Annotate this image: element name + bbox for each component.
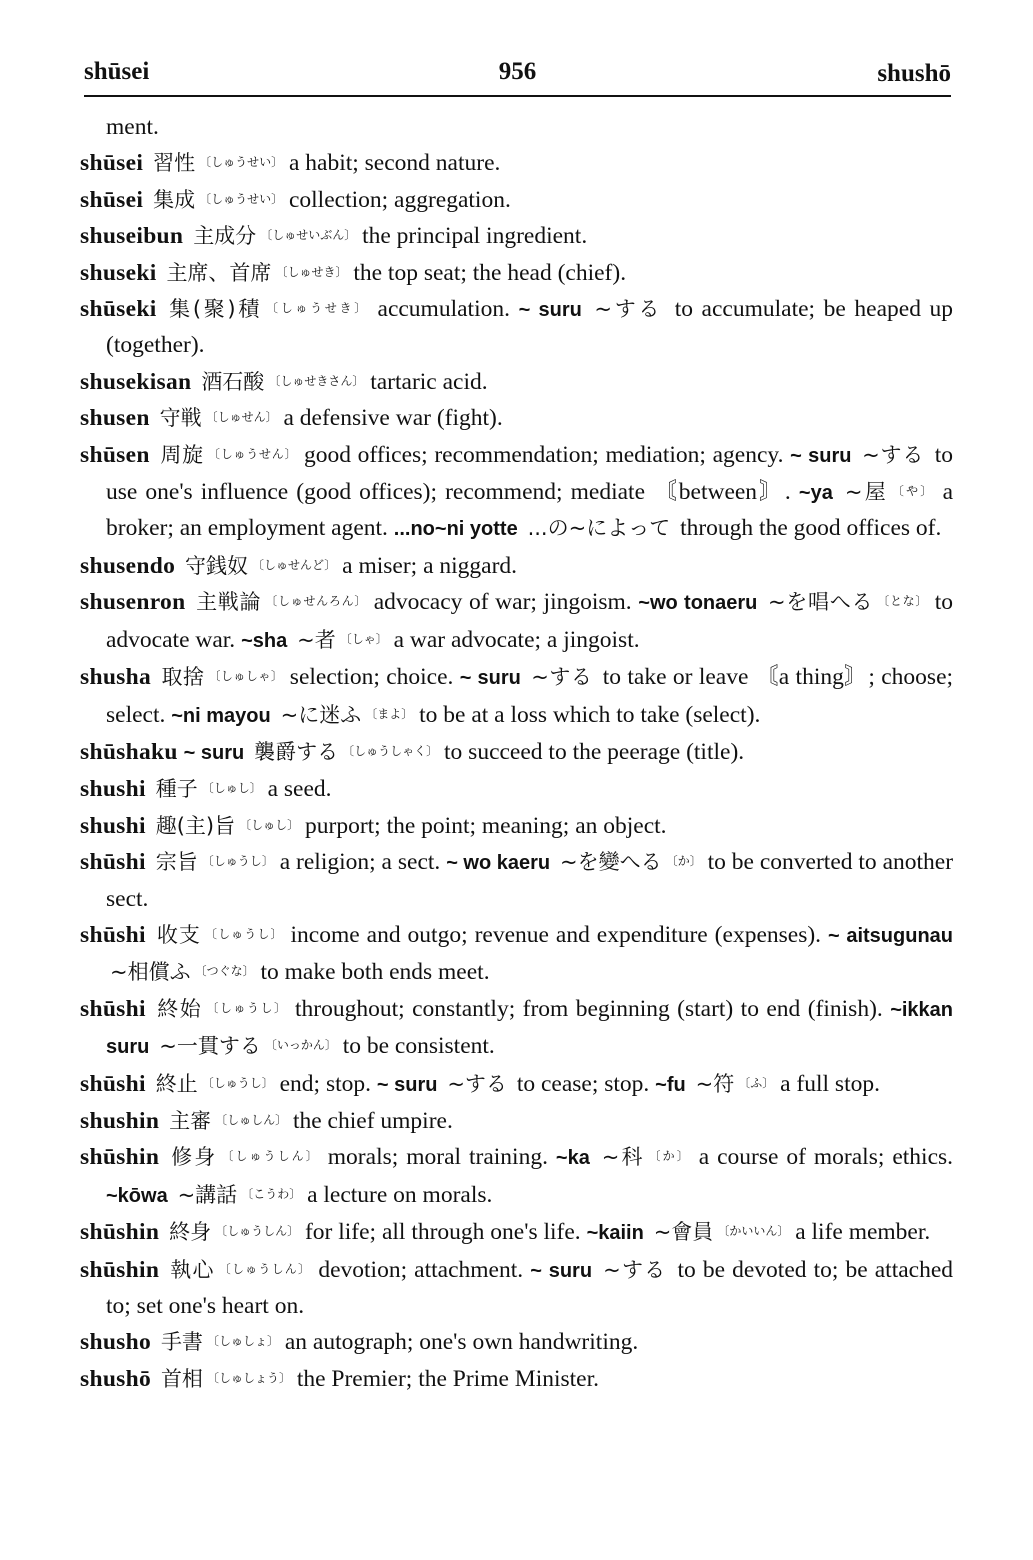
entry-headword: shūshi [80, 1070, 146, 1097]
entry-headword: shūsei [80, 186, 144, 213]
entry-definition: to be consistent. [342, 1033, 495, 1060]
entry-kanji: 種子 [155, 777, 198, 802]
header-first-word: shūsei [84, 58, 150, 85]
entry-romaji-phrase: ~sha [241, 629, 288, 652]
entry-kanji-phrase: ~する [862, 442, 925, 467]
furigana-reading: 〔しゅうし〕 [206, 1000, 288, 1015]
entry-romaji-phrase: ...no~ni yotte [393, 518, 518, 541]
entry-kanji: 執心 [170, 1257, 215, 1282]
entry-definition: end; stop. [279, 1070, 371, 1097]
entry-kanji-phrase: ~する [594, 297, 663, 322]
entry-kanji: 宗旨 [155, 850, 198, 875]
dictionary-entry [80, 1214, 953, 1251]
dictionary-entry [80, 218, 953, 254]
furigana-reading: 〔しゅうせき〕 [266, 301, 369, 316]
entry-list [80, 110, 953, 1397]
entry-definition: advocacy of war; jingoism. [373, 589, 632, 616]
entry-definition: good offices; recommendation; mediation; agency. [304, 441, 784, 468]
furigana-reading: 〔こうわ〕 [241, 1186, 302, 1201]
entry-definition: to cease; stop. [516, 1070, 650, 1097]
furigana-reading: 〔いっかん〕 [264, 1038, 337, 1053]
dictionary-entry [80, 844, 953, 917]
entry-definition: a war advocate; a jingoist. [393, 626, 640, 653]
entry-definition: a seed. [267, 776, 332, 803]
entry-headword: shūshaku [80, 738, 178, 765]
entry-kanji: 集成 [153, 187, 196, 212]
furigana-reading: 〔しゅうし〕 [201, 854, 274, 869]
entry-definition: the chief umpire. [292, 1107, 453, 1134]
furigana-reading: 〔しゅうしん〕 [221, 1149, 320, 1164]
entry-romaji-phrase: ~ suru [790, 444, 852, 467]
entry-kanji-phrase: ~する [603, 1257, 667, 1282]
dictionary-entry [80, 1324, 953, 1360]
entry-kanji: 終身 [169, 1220, 212, 1245]
entry-headword: shushin [80, 1107, 160, 1134]
entry-kanji: 取捨 [161, 665, 205, 690]
entry-romaji-phrase: ~ya [798, 482, 833, 505]
dictionary-entry [80, 1103, 953, 1139]
entry-kanji-phrase: ~符 [695, 1071, 735, 1096]
dictionary-entry [80, 182, 953, 218]
entry-kanji-phrase: ~一貫する [159, 1034, 261, 1059]
dictionary-entry [80, 808, 953, 844]
entry-definition: collection; aggregation. [288, 186, 511, 213]
entry-definition: selection; choice. [289, 664, 454, 691]
furigana-reading: 〔しゅうしゃく〕 [342, 743, 439, 758]
entry-headword: shūsei [80, 150, 144, 177]
entry-headword: shūshi [80, 995, 146, 1022]
entry-headword: shūseki [80, 296, 157, 323]
entry-headword: shuseki [80, 259, 157, 286]
entry-romaji-phrase: ~kaiin [586, 1222, 644, 1245]
entry-kanji: 收支 [156, 922, 201, 947]
entry-headword: shūshi [80, 849, 146, 876]
entry-kanji: 手書 [160, 1330, 203, 1355]
entry-headword: shushi [80, 812, 146, 839]
entry-kanji: 主審 [169, 1108, 212, 1133]
entry-definition: the Premier; the Prime Minister. [296, 1365, 600, 1392]
dictionary-entry [80, 548, 953, 584]
dictionary-entry [80, 1066, 953, 1103]
entry-definition: income and outgo; revenue and expenditure (expenses). [290, 921, 822, 948]
entry-definition: a defensive war (fight). [283, 405, 503, 432]
furigana-reading: 〔しゅせきさん〕 [268, 373, 365, 388]
dictionary-entry [80, 400, 953, 436]
dictionary-entry [80, 917, 953, 991]
furigana-reading: 〔しゅしゃ〕 [208, 669, 284, 684]
entry-definition: a religion; a sect. [279, 849, 441, 876]
furigana-reading: 〔しゅせんど〕 [252, 557, 337, 572]
dictionary-entry [80, 291, 953, 364]
entry-kanji-phrase: ~相償ふ [110, 960, 191, 985]
furigana-reading: 〔か〕 [648, 1149, 691, 1164]
furigana-reading: 〔や〕 [891, 484, 935, 499]
entry-kanji: 習性 [153, 151, 196, 176]
entry-romaji-phrase: ~ suru [459, 667, 521, 690]
entry-kanji-phrase: ~する [447, 1071, 507, 1096]
entry-romaji-phrase: ~ suru [183, 741, 245, 764]
entry-romaji-phrase: ~ suru [376, 1073, 438, 1096]
furigana-reading: 〔しゅし〕 [239, 817, 300, 832]
entry-kanji: 守銭奴 [185, 553, 249, 578]
entry-definition: to take or leave 〘a thing〙; choose; select. [106, 664, 954, 728]
entry-definition: throughout; constantly; from beginning (start) to end (finish). [295, 995, 883, 1022]
entry-definition: to succeed to the peerage (title). [444, 738, 745, 765]
entry-headword: shusekisan [80, 368, 192, 395]
entry-kanji: 主成分 [193, 224, 257, 249]
dictionary-entry [80, 437, 953, 548]
entry-kanji: 終始 [157, 996, 203, 1021]
entry-romaji-phrase: ~ni mayou [171, 704, 271, 727]
furigana-reading: 〔しゅうしん〕 [218, 1261, 312, 1276]
entry-kanji-phrase: ~會員 [653, 1220, 714, 1245]
furigana-reading: 〔しゅしょう〕 [206, 1370, 291, 1385]
dictionary-entry [80, 364, 953, 400]
entry-headword: shushi [80, 776, 146, 803]
entry-romaji-phrase: ~kōwa [106, 1184, 168, 1207]
furigana-reading: 〔しゅせん〕 [205, 410, 278, 425]
entry-headword: shusen [80, 405, 150, 432]
dictionary-entry [80, 1252, 953, 1325]
entry-headword: shushō [80, 1365, 152, 1392]
entry-kanji-phrase: ~者 [297, 627, 336, 652]
entry-headword: shusendo [80, 552, 176, 579]
entry-romaji-phrase: ~ suru [530, 1259, 593, 1282]
furigana-reading: 〔しゅせき〕 [275, 264, 348, 279]
entry-definition: for life; all through one's life. [304, 1219, 581, 1246]
dictionary-entry [80, 991, 953, 1066]
entry-definition: a habit; second nature. [288, 150, 501, 177]
entry-headword: shuseibun [80, 223, 184, 250]
entry-definition: to be converted to another sect. [106, 849, 954, 912]
entry-definition: purport; the point; meaning; an object. [305, 812, 667, 839]
entry-definition: to make both ends meet. [260, 959, 490, 986]
entry-kanji: 主席、首席 [166, 260, 272, 285]
entry-definition: through the good offices of. [680, 515, 942, 542]
entry-definition: a broker; an employment agent. [106, 479, 953, 542]
furigana-reading: 〔しゅうせい〕 [199, 191, 284, 206]
entry-romaji-phrase: ~ suru [518, 299, 582, 322]
entry-headword: shūshin [80, 1144, 160, 1171]
entry-headword: shusenron [80, 589, 186, 616]
entry-kanji: 首相 [160, 1366, 203, 1391]
dictionary-entry [80, 1139, 953, 1214]
entry-definition: to be at a loss which to take (select). [419, 701, 761, 728]
entry-kanji-phrase: ~を唱へる [767, 590, 874, 615]
entry-kanji: 修身 [171, 1145, 218, 1170]
furigana-reading: 〔しゅせいぶん〕 [260, 228, 357, 243]
entry-definition: a life member. [795, 1219, 931, 1246]
entry-kanji: 終止 [155, 1071, 198, 1096]
entry-definition: to advocate war. [106, 589, 954, 653]
entry-definition: an autograph; one's own handwriting. [284, 1329, 639, 1356]
entry-kanji: 守戦 [159, 406, 202, 431]
entry-kanji-phrase: ~する [531, 665, 593, 690]
header-rule [84, 95, 951, 97]
dictionary-entry [80, 1361, 953, 1397]
dictionary-entry [80, 145, 953, 181]
furigana-reading: 〔しゅうし〕 [205, 926, 284, 941]
furigana-reading: 〔とな〕 [877, 594, 929, 609]
entry-definition: devotion; attachment. [318, 1256, 524, 1283]
continuation-line: ment. [106, 114, 159, 140]
entry-definition: to be devoted to; be attached to; set one's heart on. [106, 1256, 954, 1319]
furigana-reading: 〔まよ〕 [365, 706, 414, 721]
entry-romaji-phrase: ~ikkan suru [106, 998, 954, 1059]
entry-kanji: 酒石酸 [201, 369, 265, 394]
entry-headword: shūshin [80, 1256, 160, 1283]
entry-definition: a lecture on morals. [307, 1181, 493, 1208]
entry-kanji: 集(聚)積 [169, 297, 263, 322]
entry-kanji-phrase: ~屋 [844, 480, 888, 505]
dictionary-entry [80, 584, 953, 659]
furigana-reading: 〔しゅうせい〕 [199, 155, 284, 170]
entry-definition: to accumulate; be heaped up (together). [106, 296, 954, 359]
entry-definition: a course of morals; ethics. [698, 1144, 954, 1171]
entry-romaji-phrase: ~wo tonaeru [638, 592, 758, 615]
entry-kanji-phrase: ~講話 [177, 1182, 238, 1207]
entry-kanji-phrase: ~を變へる [560, 850, 662, 875]
entry-definition: morals; moral training. [327, 1144, 548, 1171]
furigana-reading: 〔しゅうし〕 [201, 1075, 274, 1090]
furigana-reading: 〔しゅしょ〕 [206, 1334, 279, 1349]
entry-romaji-phrase: ~ aitsugunau [828, 924, 954, 947]
furigana-reading: 〔しゅしん〕 [215, 1112, 288, 1127]
entry-headword: shūsen [80, 441, 150, 468]
entry-kanji-phrase: ~に迷ふ [280, 702, 362, 727]
furigana-reading: 〔ふ〕 [738, 1075, 775, 1090]
entry-definition: tartaric acid. [370, 368, 488, 395]
dictionary-entry [80, 771, 953, 807]
entry-romaji-phrase: ~fu [655, 1073, 686, 1096]
entry-romaji-phrase: ~ka [555, 1147, 590, 1170]
entry-kanji-phrase: ...の~によって [527, 516, 671, 541]
furigana-reading: 〔しゅうしん〕 [215, 1224, 300, 1239]
furigana-reading: 〔しゅせんろん〕 [265, 594, 368, 609]
furigana-reading: 〔つぐな〕 [194, 964, 255, 979]
entry-definition: the principal ingredient. [362, 223, 588, 250]
entry-definition: a miser; a niggard. [342, 552, 518, 579]
header-last-word: shushō [877, 60, 951, 87]
running-header [84, 52, 951, 92]
dictionary-entry [80, 255, 953, 291]
furigana-reading: 〔しゅし〕 [201, 781, 262, 796]
furigana-reading: 〔しゅうせん〕 [207, 446, 298, 461]
entry-headword: shusha [80, 664, 152, 691]
entry-definition: the top seat; the head (chief). [353, 259, 627, 286]
entry-kanji: 趣(主)旨 [155, 813, 236, 838]
entry-headword: shūshi [80, 921, 146, 948]
dictionary-entry [80, 659, 953, 734]
entry-kanji: 主戦論 [196, 590, 262, 615]
entry-definition: accumulation. [377, 296, 510, 323]
entry-kanji: 周旋 [160, 442, 204, 467]
entry-kanji-phrase: ~科 [601, 1145, 645, 1170]
entry-kanji: 襲爵する [254, 739, 339, 764]
furigana-reading: 〔かいいん〕 [717, 1224, 790, 1239]
entry-definition: to use one's influence (good offices); recommend; mediate 〘between〙. [106, 441, 954, 506]
dictionary-entry [80, 734, 953, 771]
entry-headword: shūshin [80, 1219, 160, 1246]
furigana-reading: 〔しゃ〕 [339, 631, 388, 646]
entry-headword: shusho [80, 1329, 152, 1356]
page-number: 956 [498, 58, 537, 85]
furigana-reading: 〔か〕 [665, 854, 702, 869]
entry-definition: a full stop. [780, 1070, 880, 1097]
entry-romaji-phrase: ~ wo kaeru [446, 852, 551, 875]
